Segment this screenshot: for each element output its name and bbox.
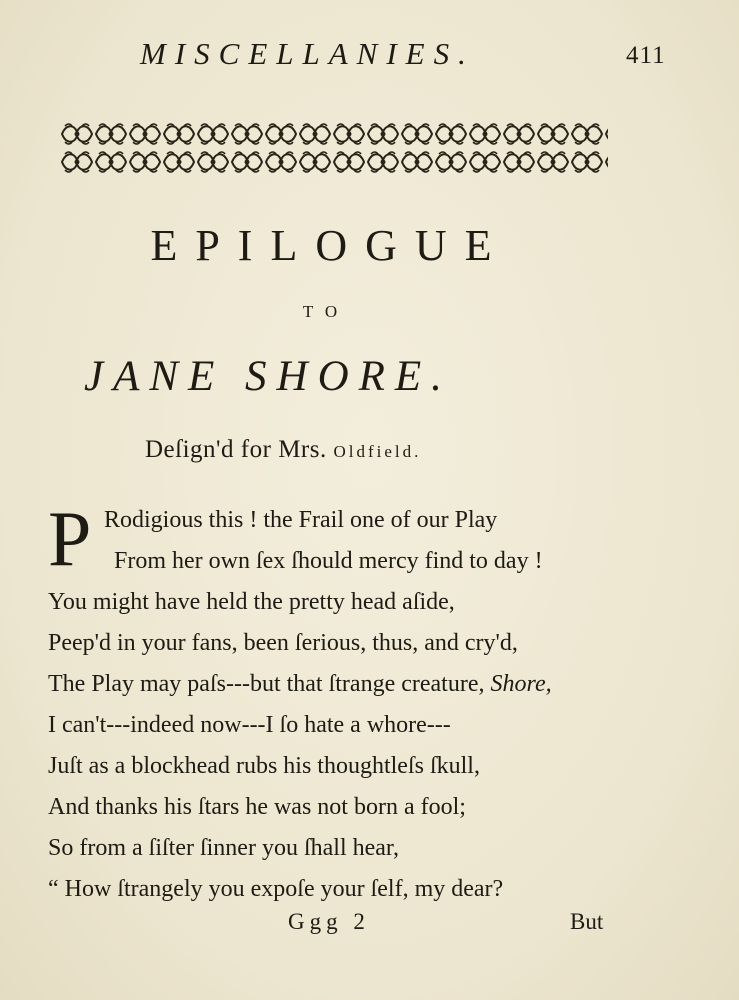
verse-line bbox=[48, 664, 608, 705]
catchword: But bbox=[570, 909, 604, 934]
drop-cap: P bbox=[48, 495, 92, 582]
to-line: TO bbox=[302, 302, 350, 321]
dedication-name: Oldfield. bbox=[333, 442, 422, 461]
dedication-line bbox=[145, 436, 421, 464]
verse-line: Juſt as a blockhead rubs his thoughtleſs ſkull, bbox=[48, 753, 480, 779]
dedication-prefix: Deſign'd for Mrs. bbox=[145, 436, 334, 463]
verse-text: The Play may paſs---but that ſtrange creature, bbox=[48, 671, 491, 697]
verse-line: And thanks his ſtars he was not born a fool; bbox=[48, 794, 466, 820]
decorative-ornament-band bbox=[60, 120, 608, 176]
verse-italic-name: Shore, bbox=[490, 671, 552, 697]
verse-line: “ How ſtrangely you expoſe your ſelf, my dear? bbox=[48, 876, 504, 902]
play-title: JANE SHORE. bbox=[84, 353, 452, 400]
epilogue-title: EPILOGUE bbox=[150, 221, 510, 270]
verse-line: You might have held the pretty head aſide, bbox=[48, 589, 455, 615]
verse-line: So from a ſiſter ſinner you ſhall hear, bbox=[48, 835, 399, 861]
verse-line: I can't---indeed now---I ſo hate a whore--- bbox=[48, 712, 451, 738]
running-head: MISCELLANIES. bbox=[140, 36, 475, 71]
poem-body bbox=[48, 495, 608, 910]
verse-line: Peep'd in your fans, been ſerious, thus, and cry'd, bbox=[48, 630, 518, 656]
verse-line: From her own ſex ſhould mercy find to day ! bbox=[114, 548, 543, 574]
signature-mark: Ggg 2 bbox=[288, 909, 370, 934]
verse-line: Rodigious this ! the Frail one of our Play bbox=[104, 507, 498, 533]
page-number: 411 bbox=[626, 42, 666, 69]
